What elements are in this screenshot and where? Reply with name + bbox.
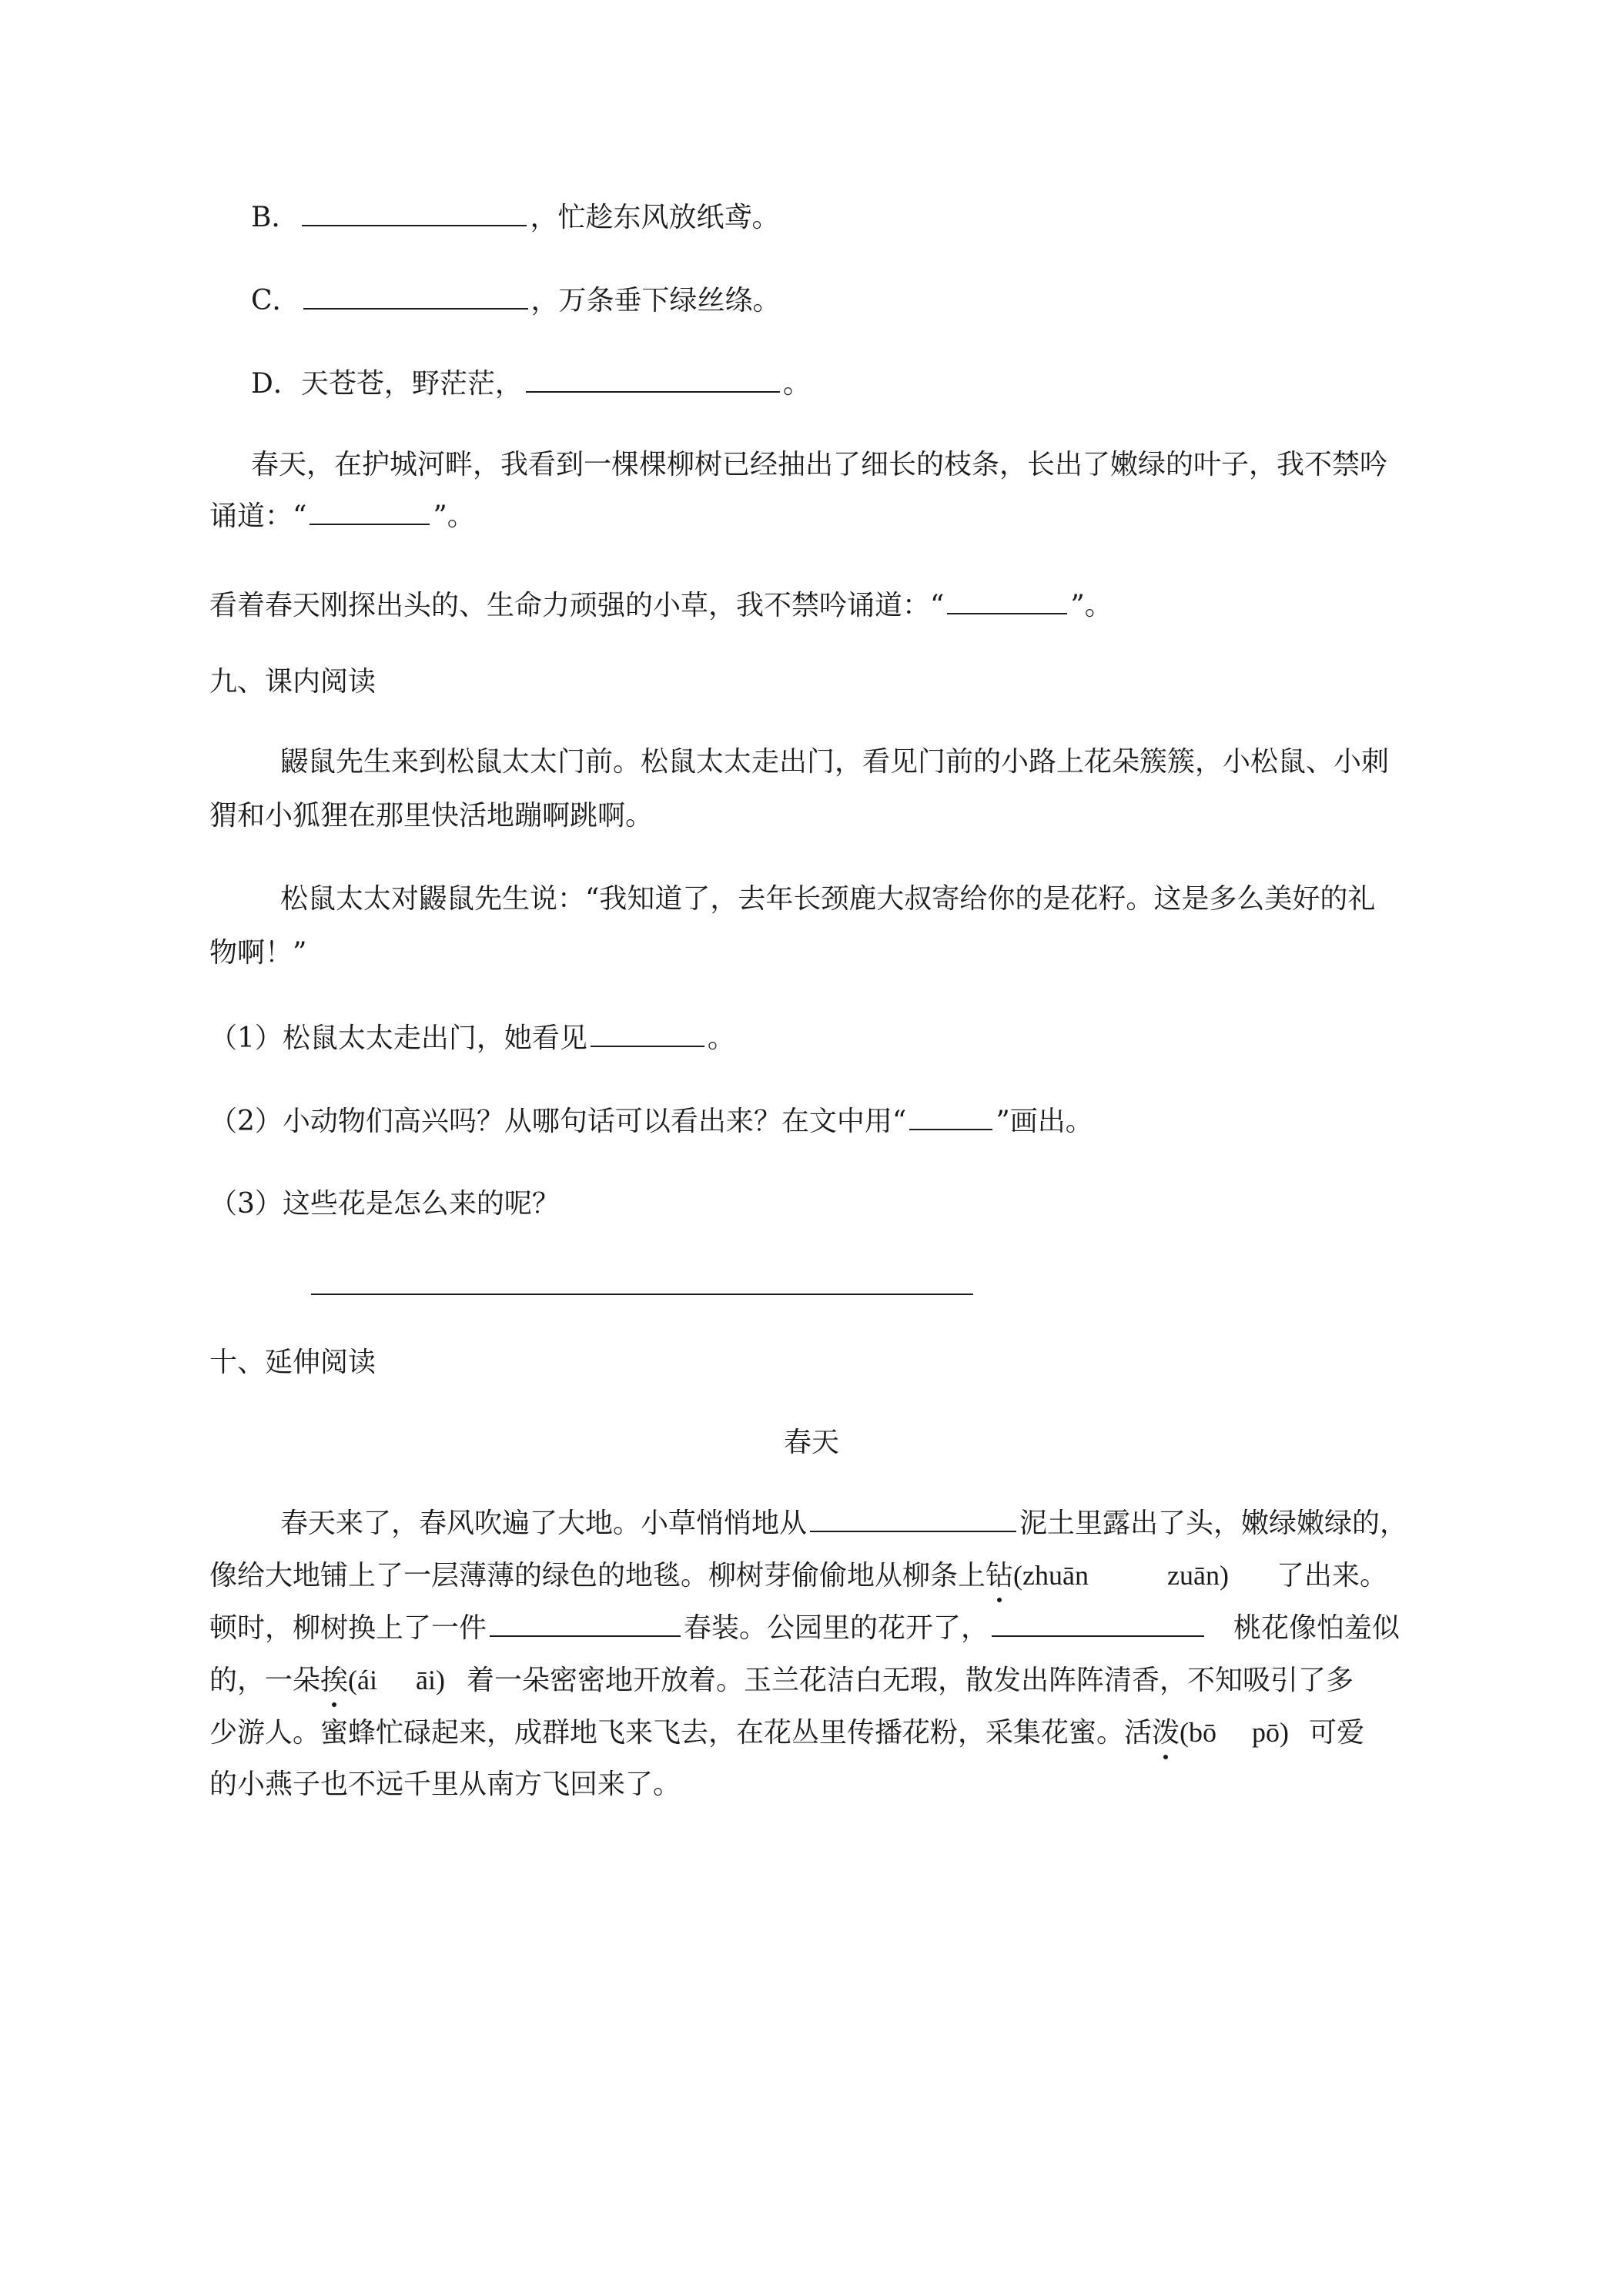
spring-text-line-1: 春天，在护城河畔，我看到一棵棵柳树已经抽出了细长的枝条，长出了嫩绿的叶子，我不禁吟 (251, 449, 1388, 480)
answer-blank-q1[interactable] (591, 1019, 704, 1047)
item-label-b: B． (251, 202, 300, 233)
answer-blank-b[interactable] (302, 199, 527, 226)
question-2-end: ”画出。 (996, 1106, 1093, 1137)
passage-10-2-pre: 像给大地铺上了一层薄薄的绿色的地毯。柳树芽偷偷地从柳条上 (209, 1560, 986, 1591)
section-heading-10: 十、延伸阅读 (209, 1347, 376, 1378)
passage-10-5-pre: 少游人。蜜蜂忙碌起来，成群地飞来飞去，在花丛里传播花粉，采集花蜜。活 (209, 1717, 1153, 1749)
dotted-char-po: 泼 (1152, 1715, 1180, 1752)
answer-blank-spring-clothes[interactable] (490, 1609, 681, 1637)
answer-blank-q2[interactable] (909, 1103, 992, 1130)
question-3: （3）这些花是怎么来的呢？ (209, 1188, 560, 1220)
spring-text-line-3 (209, 587, 1113, 624)
passage-10-2-post: 了出来。 (1276, 1560, 1387, 1591)
dotted-char-zuan: 钻 (986, 1558, 1013, 1595)
question-1 (209, 1019, 735, 1057)
spring-text-2-post: ”。 (433, 500, 475, 532)
question-2 (209, 1103, 1093, 1140)
poem-text-d: 天苍苍，野茫茫， (300, 368, 523, 400)
poem-item-b (251, 199, 779, 236)
passage-10-line-4 (209, 1662, 1354, 1699)
answer-line-q3[interactable] (311, 1294, 973, 1295)
answer-blank-willow[interactable] (310, 497, 430, 525)
answer-blank-c[interactable] (303, 282, 528, 310)
passage-9-line-2: 猬和小狐狸在那里快活地蹦啊跳啊。 (209, 800, 654, 832)
passage-10-3-mid: 春装。公园里的花开了， (684, 1612, 989, 1644)
answer-blank-soil[interactable] (810, 1504, 1016, 1532)
question-1-text: （1）松鼠太太走出门，她看见 (209, 1022, 587, 1054)
pinyin-option-4[interactable]: āi) (416, 1665, 445, 1695)
spring-text-line-2 (209, 497, 475, 535)
spring-text-3-post: ”。 (1070, 590, 1113, 621)
passage-10-3-pre: 顿时，柳树换上了一件 (209, 1612, 487, 1644)
passage-10-line-6: 的小燕子也不远千里从南方飞回来了。 (209, 1769, 681, 1800)
dotted-char-ai: 挨 (320, 1662, 348, 1699)
answer-blank-d[interactable] (526, 365, 780, 393)
spring-text-3-pre: 看着春天刚探出头的、生命力顽强的小草，我不禁吟诵道：“ (209, 590, 945, 621)
item-label-c: C． (251, 285, 300, 316)
section-heading-9: 九、课内阅读 (209, 666, 376, 698)
answer-blank-flowers[interactable] (992, 1609, 1204, 1637)
passage-10-3-post: 桃花像怕羞似 (1233, 1612, 1400, 1644)
passage-9-line-1: 鼹鼠先生来到松鼠太太门前。松鼠太太走出门，看见门前的小路上花朵簇簇，小松鼠、小刺 (280, 746, 1390, 778)
passage-10-line-2 (209, 1557, 1387, 1595)
poem-text-d-end: 。 (782, 368, 811, 400)
question-1-end: 。 (707, 1022, 735, 1054)
question-2-text: （2）小动物们高兴吗？从哪句话可以看出来？在文中用“ (209, 1106, 907, 1137)
poem-item-c (251, 282, 781, 320)
passage-10-1-pre: 春天来了，春风吹遍了大地。小草悄悄地从 (280, 1508, 808, 1539)
passage-title: 春天 (783, 1427, 839, 1458)
spring-text-2-pre: 诵道：“ (209, 500, 307, 532)
poem-text-c: ，万条垂下绿丝绦。 (530, 285, 781, 316)
pinyin-option-6[interactable]: pō) (1252, 1717, 1290, 1748)
item-label-d: D． (251, 368, 301, 400)
passage-10-line-1 (280, 1504, 1407, 1542)
poem-item-d (251, 365, 811, 403)
passage-10-4-pre: 的，一朵 (209, 1665, 321, 1696)
passage-10-1-post: 泥土里露出了头，嫩绿嫩绿的， (1019, 1508, 1408, 1539)
passage-9-line-3: 松鼠太太对鼹鼠先生说：“我知道了，去年长颈鹿大叔寄给你的是花籽。这是多么美好的礼 (280, 883, 1376, 915)
pinyin-option-5[interactable]: (bō (1180, 1717, 1217, 1748)
passage-10-line-5 (209, 1714, 1364, 1752)
passage-10-4-post: 着一朵密密地开放着。玉兰花洁白无瑕，散发出阵阵清香，不知吸引了多 (466, 1665, 1354, 1696)
passage-10-5-post: 可爱 (1309, 1717, 1365, 1749)
poem-text-b: ，忙趁东风放纸鸢。 (530, 202, 780, 233)
passage-9-line-4: 物啊！” (209, 937, 307, 969)
answer-blank-grass[interactable] (947, 587, 1067, 614)
pinyin-option-2[interactable]: zuān) (1166, 1560, 1229, 1591)
passage-10-line-3 (209, 1609, 1400, 1647)
pinyin-option-3[interactable]: (ái (348, 1665, 377, 1695)
pinyin-option-1[interactable]: (zhuān (1013, 1560, 1089, 1591)
